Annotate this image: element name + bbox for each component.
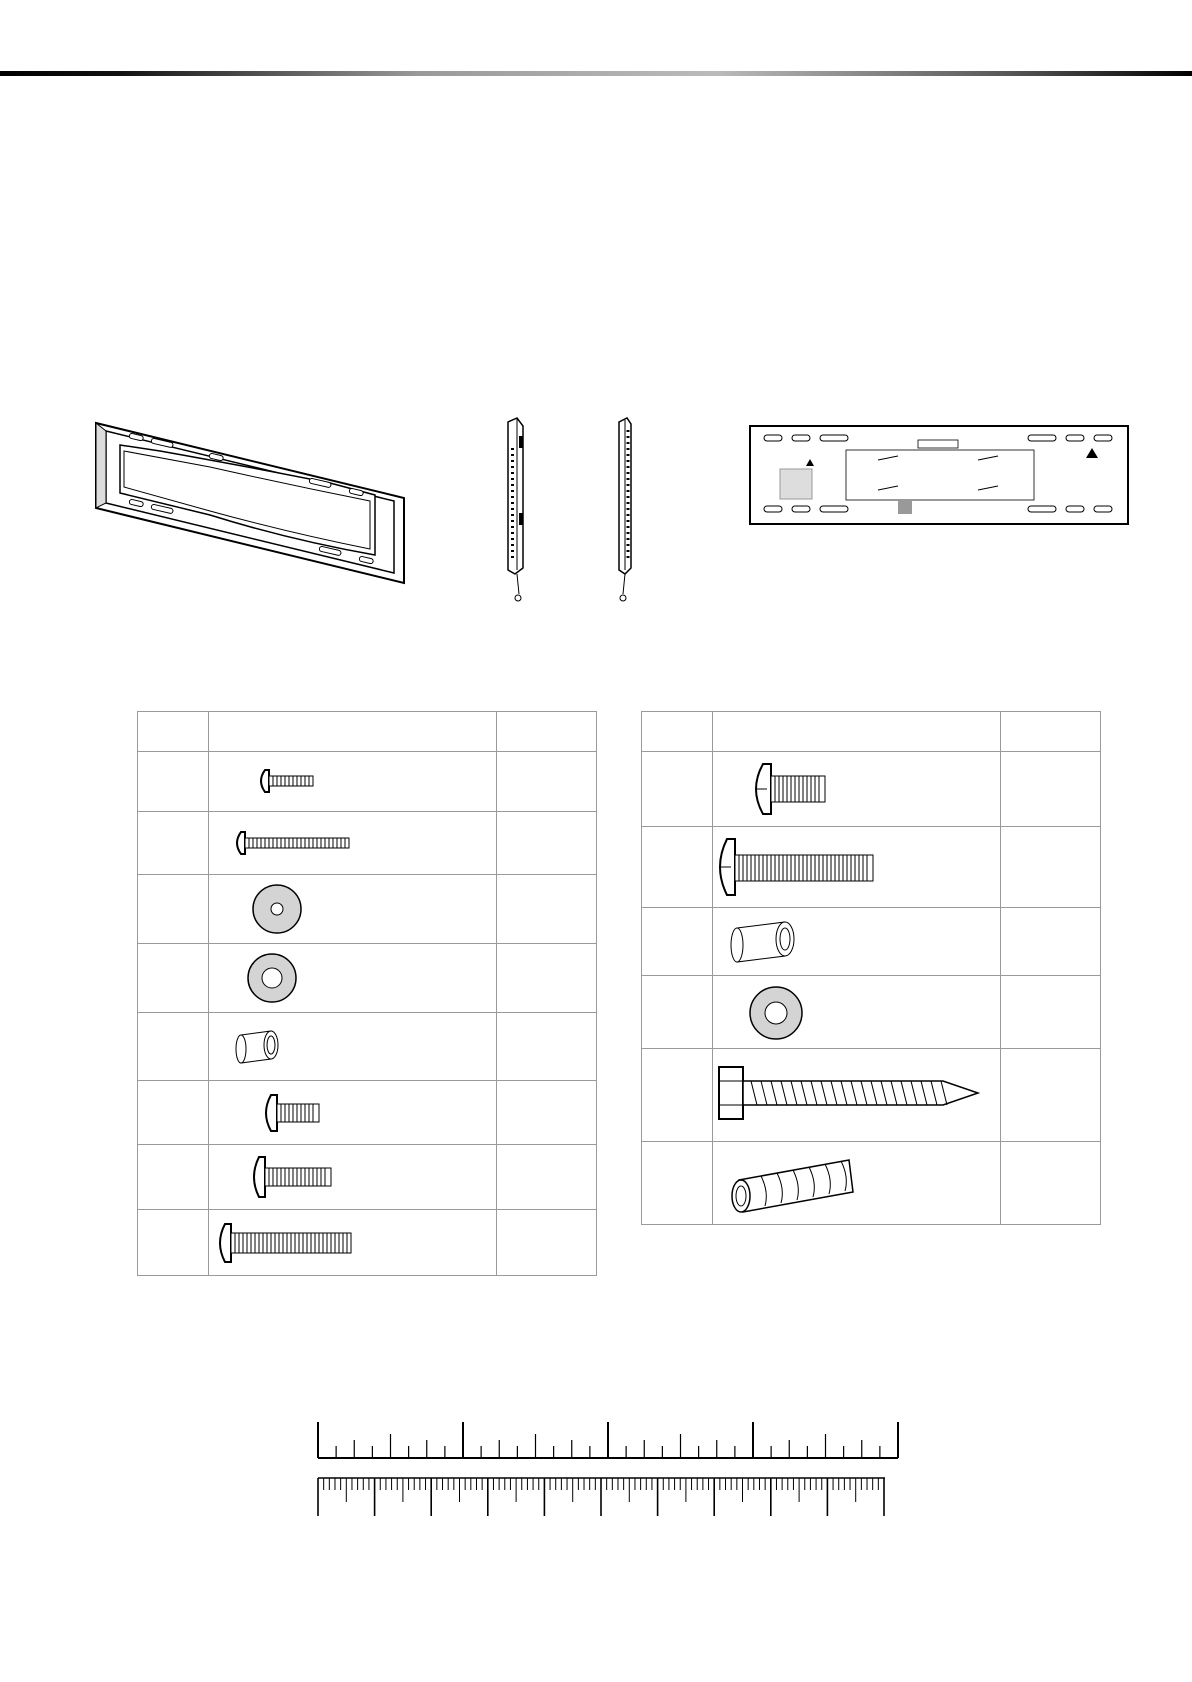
table-row [138,812,597,875]
large-spacer-icon [713,908,1000,975]
medium-screw-icon [209,1145,496,1209]
table-row [138,1081,597,1145]
table-row [138,1210,597,1276]
table-row [642,752,1101,827]
stubby-screw-icon [209,1081,496,1144]
table-row [138,875,597,944]
table-row [138,1013,597,1081]
table-row [642,1142,1101,1225]
header-rule [0,71,1192,76]
long-thick-screw-icon [209,1210,496,1275]
wall-plate-illustration [90,415,410,585]
large-washer-icon [713,976,1000,1048]
large-short-screw-icon [713,752,1000,826]
table-row [642,976,1101,1049]
washer-large-hole-icon [209,944,496,1012]
long-thin-screw-icon [209,812,496,874]
table-row [138,752,597,812]
table-row [642,827,1101,908]
concrete-anchor-icon [713,1142,1000,1224]
hardware-table-right [641,711,1101,1225]
wall-plate-template-illustration [748,424,1130,526]
table-row [138,944,597,1013]
spacer-icon [209,1013,496,1080]
lag-bolt-icon [713,1049,1000,1141]
table-row [642,1049,1101,1142]
table-row [642,908,1101,976]
table-header-row [642,712,1101,752]
table-header-row [138,712,597,752]
hardware-table-left [137,711,597,1276]
short-screw-icon [209,752,496,811]
table-row [138,1145,597,1210]
tv-bracket-right-illustration [613,418,653,608]
scale-ruler [316,1422,901,1522]
tv-bracket-left-illustration [503,418,543,608]
large-long-screw-icon [713,827,1000,907]
washer-small-hole-icon [209,875,496,943]
